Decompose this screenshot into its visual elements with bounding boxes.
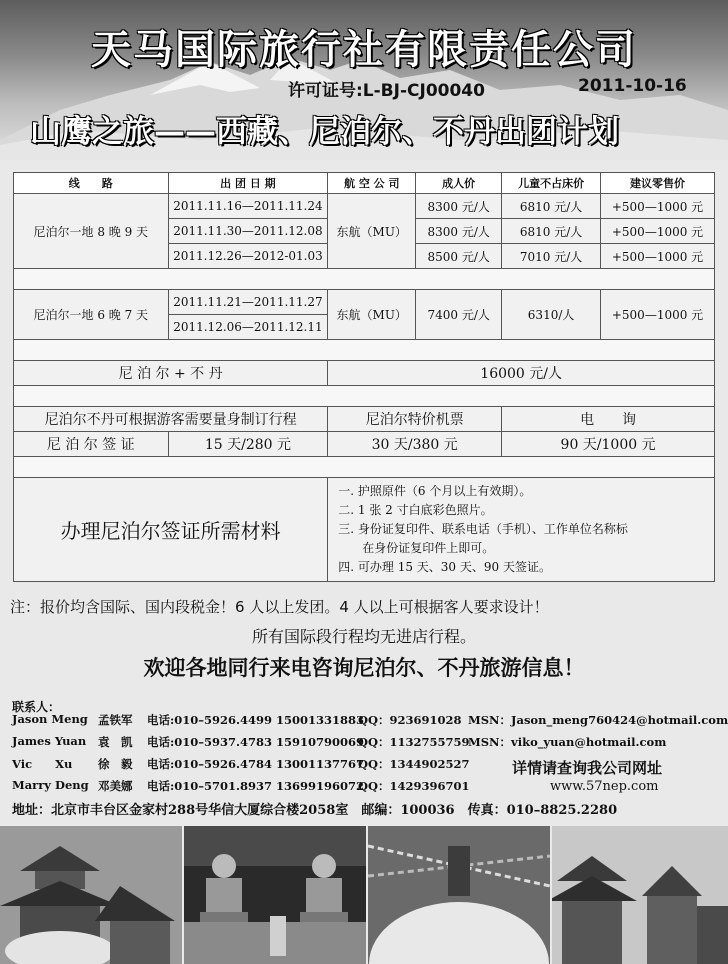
company-name: 天马国际旅行社有限责任公司 [91, 27, 637, 73]
durbar-square-photo [552, 826, 728, 964]
tour-plan-title: 山鹰之旅——西藏、尼泊尔、不丹出团计划 [30, 114, 619, 150]
contacts-label: 联系人： [12, 700, 61, 714]
address-line: 地址：北京市丰台区金家村288号华信大厦综合楼2058室 邮编：100036 传真：010–8825.2280 [12, 803, 618, 818]
statues-photo [184, 826, 366, 964]
departure-dates: 2011.11.16—2011.11.24 [168, 194, 328, 219]
special-air-tickets: 尼泊尔特价机票 [328, 407, 502, 432]
contact-msn: MSN：Jason_meng760424@hotmail.com [468, 713, 728, 727]
publish-date: 2011-10-16 [578, 76, 687, 96]
combo-price: 16000 元/人 [328, 361, 715, 386]
custom-itinerary: 尼泊尔不丹可根据游客需要量身制订行程 [14, 407, 328, 432]
table-row [14, 478, 715, 582]
departure-dates: 2011.12.26—2012-01.03 [168, 244, 328, 269]
license-number: 许可证号:L-BJ-CJ00040 [288, 81, 485, 101]
visa-label: 尼 泊 尔 签 证 [14, 432, 169, 457]
table-row [14, 194, 715, 219]
table-row [14, 361, 715, 386]
child-price: 6810 元/人 [502, 194, 601, 219]
header-dates: 出 团 日 期 [168, 173, 328, 194]
list-item: 四. 可办理 15 天、30 天、90 天签证。 [338, 560, 551, 574]
header-route: 线 路 [14, 173, 169, 194]
temple-photo [0, 826, 182, 964]
website-note: 详情请查询我公司网址 [512, 759, 663, 777]
stupa-prayer-flags-image [368, 826, 550, 964]
route-8n9d: 尼泊尔一地 8 晚 9 天 [14, 194, 169, 269]
retail-price: +500—1000 元 [601, 194, 715, 219]
table-row [14, 432, 715, 457]
contact-cn-name: 徐 毅 [98, 757, 133, 771]
visa-15-days: 15 天/280 元 [168, 432, 328, 457]
retail-price: +500—1000 元 [601, 244, 715, 269]
child-price: 6810 元/人 [502, 219, 601, 244]
visa-30-days: 30 天/380 元 [328, 432, 502, 457]
header-retail-price: 建议零售价 [601, 173, 715, 194]
adult-price: 8300 元/人 [416, 219, 502, 244]
retail-price: +500—1000 元 [601, 219, 715, 244]
contact-qq: QQ：1429396701 [358, 779, 470, 793]
contact-phone: 电话:010–5926.4784 13001137767 [147, 757, 365, 771]
list-item: 二. 1 张 2 寸白底彩色照片。 [338, 503, 493, 517]
retail-price: +500—1000 元 [601, 290, 715, 340]
spacer-row [14, 457, 715, 478]
contact-en-name: Marry Deng [12, 778, 89, 792]
welcome-message: 欢迎各地同行来电咨询尼泊尔、不丹旅游信息！ [143, 656, 585, 680]
spacer-row [14, 340, 715, 361]
list-item: 在身份证复印件上即可。 [338, 541, 495, 555]
departure-dates: 2011.11.30—2011.12.08 [168, 219, 328, 244]
stupa-photo [368, 826, 550, 964]
pagoda-image [0, 826, 182, 964]
contact-qq: QQ：1132755759 [358, 735, 470, 749]
contact-en-name: Jason Meng [12, 712, 88, 726]
table-row [14, 407, 715, 432]
header-adult-price: 成人价 [416, 173, 502, 194]
visa-materials-title: 办理尼泊尔签证所需材料 [14, 478, 328, 582]
table-header-row [14, 173, 715, 194]
route-6n7d: 尼泊尔一地 6 晚 7 天 [14, 290, 169, 340]
airline: 东航（MU） [328, 194, 416, 269]
visa-90-days: 90 天/1000 元 [502, 432, 715, 457]
website-link[interactable]: www.57nep.com [550, 779, 659, 794]
list-item: 三. 身份证复印件、联系电话（手机）、工作单位名称标 [338, 522, 628, 536]
tour-price-table [13, 172, 715, 582]
spacer-row [14, 269, 715, 290]
phone-inquiry: 电 询 [502, 407, 715, 432]
contact-phone: 电话:010–5926.4499 15001331883 [147, 713, 365, 727]
departure-dates: 2011.12.06—2011.12.11 [168, 315, 328, 340]
contact-en-name: James Yuan [12, 734, 87, 748]
header-banner [0, 0, 728, 160]
list-item: 一. 护照原件（6 个月以上有效期）。 [338, 484, 532, 498]
contact-phone: 电话:010–5701.8937 13699196072 [147, 779, 365, 793]
header-airline: 航 空 公 司 [328, 173, 416, 194]
header-child-price: 儿童不占床价 [502, 173, 601, 194]
guardian-statues-image [184, 826, 366, 964]
adult-price: 8500 元/人 [416, 244, 502, 269]
child-price: 6310/人 [502, 290, 601, 340]
nepal-bhutan-combo: 尼 泊 尔 + 不 丹 [14, 361, 328, 386]
visa-materials-list [328, 478, 715, 582]
child-price: 7010 元/人 [502, 244, 601, 269]
contact-qq: QQ：1344902527 [358, 757, 470, 771]
departure-dates: 2011.11.21—2011.11.27 [168, 290, 328, 315]
itinerary-note: 所有国际段行程均无进店行程。 [251, 627, 476, 646]
contact-phone: 电话:010–5937.4783 15910790069 [147, 735, 365, 749]
contact-cn-name: 孟铁军 [98, 713, 133, 727]
adult-price: 7400 元/人 [416, 290, 502, 340]
spacer-row [14, 386, 715, 407]
contact-qq: QQ：923691028 [358, 713, 462, 727]
contact-cn-name: 邓美娜 [98, 779, 133, 793]
airline: 东航（MU） [328, 290, 416, 340]
price-note: 注：报价均含国际、国内段税金！6 人以上发团。4 人以上可根据客人要求设计！ [10, 598, 549, 616]
contact-cn-name: 袁 凯 [98, 735, 133, 749]
photo-strip [0, 826, 728, 964]
adult-price: 8300 元/人 [416, 194, 502, 219]
contact-en-name: Vic Xu [12, 757, 73, 771]
durbar-temples-image [552, 826, 728, 964]
contact-msn: MSN：viko_yuan@hotmail.com [468, 735, 667, 749]
table-row [14, 290, 715, 315]
